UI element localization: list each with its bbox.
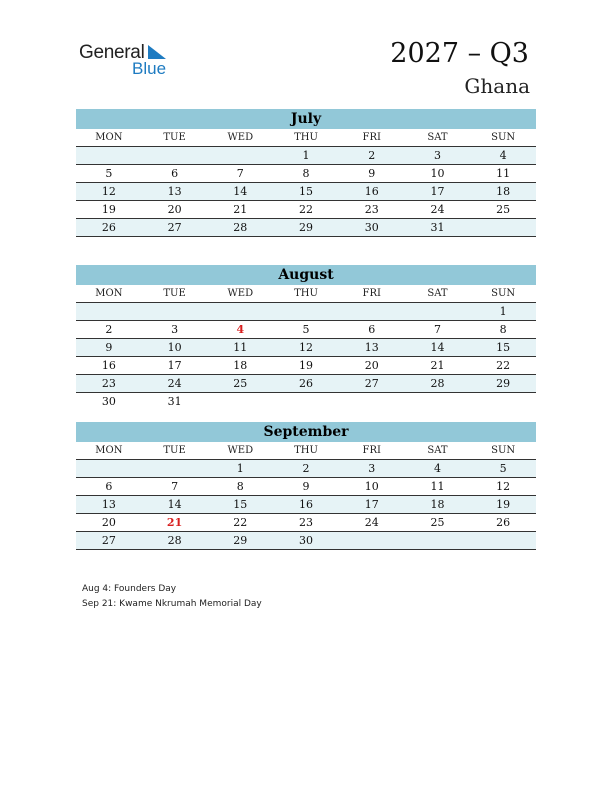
day-cell: 28 <box>233 221 248 234</box>
day-cell: 12 <box>101 185 116 198</box>
weekday-header-row <box>76 442 536 460</box>
day-cell: 2 <box>302 462 310 475</box>
day-cell: 22 <box>496 359 511 372</box>
day-cell: 8 <box>236 480 244 493</box>
day-cell: 13 <box>364 341 379 354</box>
day-cell: 1 <box>236 462 244 475</box>
day-cell: 20 <box>101 516 116 529</box>
day-cell <box>339 303 405 320</box>
day-cell <box>76 460 142 477</box>
weekday-label: TUE <box>163 288 186 299</box>
day-cell: 17 <box>167 359 182 372</box>
day-cell: 14 <box>233 185 248 198</box>
weekday-label: TUE <box>163 132 186 143</box>
day-cell: 13 <box>101 498 116 511</box>
day-cell: 24 <box>167 377 182 390</box>
day-cell: 10 <box>167 341 182 354</box>
day-cell: 26 <box>496 516 511 529</box>
day-cell <box>339 532 405 549</box>
day-cell: 8 <box>302 167 310 180</box>
weekday-label: WED <box>227 132 254 143</box>
weekday-label: FRI <box>362 288 381 299</box>
day-cell: 10 <box>364 480 379 493</box>
week-row <box>76 514 536 532</box>
day-cell: 26 <box>101 221 116 234</box>
weekday-label: MON <box>95 445 123 456</box>
weekday-header-row <box>76 285 536 303</box>
day-cell: 14 <box>430 341 445 354</box>
day-cell: 27 <box>364 377 379 390</box>
day-cell <box>273 393 339 410</box>
logo <box>79 42 179 82</box>
weekday-label: MON <box>95 132 123 143</box>
week-row <box>76 496 536 514</box>
day-cell: 17 <box>364 498 379 511</box>
week-row <box>76 375 536 393</box>
day-cell: 4 <box>499 149 507 162</box>
day-cell: 3 <box>433 149 441 162</box>
holiday-note: Sep 21: Kwame Nkrumah Memorial Day <box>82 599 262 609</box>
day-cell <box>405 303 471 320</box>
weekday-label: FRI <box>362 132 381 143</box>
week-row <box>76 303 536 321</box>
day-cell <box>207 147 273 164</box>
day-cell: 16 <box>364 185 379 198</box>
day-cell: 11 <box>430 480 445 493</box>
weekday-label: SAT <box>427 445 448 456</box>
holiday-day-cell: 21 <box>166 516 183 529</box>
weekday-label: WED <box>227 288 254 299</box>
day-cell <box>405 532 471 549</box>
day-cell: 19 <box>496 498 511 511</box>
day-cell <box>207 303 273 320</box>
day-cell: 20 <box>167 203 182 216</box>
week-row <box>76 339 536 357</box>
day-cell <box>405 393 471 410</box>
country-name: Ghana <box>464 74 530 98</box>
day-cell: 31 <box>167 395 182 408</box>
day-cell: 28 <box>167 534 182 547</box>
weekday-label: SUN <box>491 445 516 456</box>
month-header: August <box>76 265 536 285</box>
day-cell: 16 <box>299 498 314 511</box>
day-cell: 4 <box>433 462 441 475</box>
weekday-label: MON <box>95 288 123 299</box>
week-row <box>76 165 536 183</box>
day-cell: 31 <box>430 221 445 234</box>
day-cell: 7 <box>433 323 441 336</box>
day-cell: 27 <box>101 534 116 547</box>
day-cell: 8 <box>499 323 507 336</box>
week-row <box>76 201 536 219</box>
logo-blue-text: Blue <box>132 59 167 78</box>
day-cell: 2 <box>105 323 113 336</box>
logo-general-text: General <box>79 42 145 63</box>
day-cell: 21 <box>430 359 445 372</box>
month-september <box>76 422 536 550</box>
day-cell: 25 <box>430 516 445 529</box>
day-cell: 16 <box>101 359 116 372</box>
week-row <box>76 460 536 478</box>
day-cell: 14 <box>167 498 182 511</box>
page-title: 2027 – Q3 <box>390 38 529 69</box>
day-cell <box>142 147 208 164</box>
day-cell: 9 <box>368 167 376 180</box>
week-row <box>76 393 536 410</box>
day-cell: 1 <box>499 305 507 318</box>
day-cell: 18 <box>430 498 445 511</box>
holiday-notes <box>82 582 262 612</box>
day-cell: 30 <box>101 395 116 408</box>
day-cell: 29 <box>496 377 511 390</box>
day-cell: 23 <box>299 516 314 529</box>
weekday-label: SUN <box>491 132 516 143</box>
day-cell: 5 <box>105 167 113 180</box>
month-august <box>76 265 536 410</box>
holiday-day-cell: 4 <box>236 323 245 336</box>
logo-triangle-icon <box>148 45 168 61</box>
week-row <box>76 183 536 201</box>
day-cell: 11 <box>233 341 248 354</box>
day-cell: 6 <box>105 480 113 493</box>
day-cell: 27 <box>167 221 182 234</box>
day-cell: 15 <box>233 498 248 511</box>
day-cell <box>207 393 273 410</box>
day-cell <box>142 303 208 320</box>
weekday-label: SUN <box>491 288 516 299</box>
day-cell: 13 <box>167 185 182 198</box>
day-cell: 28 <box>430 377 445 390</box>
day-cell: 3 <box>368 462 376 475</box>
day-cell: 12 <box>299 341 314 354</box>
weekday-header-row <box>76 129 536 147</box>
day-cell: 22 <box>299 203 314 216</box>
day-cell: 5 <box>499 462 507 475</box>
day-cell: 11 <box>496 167 511 180</box>
day-cell: 18 <box>233 359 248 372</box>
month-header: September <box>76 422 536 442</box>
day-cell: 26 <box>299 377 314 390</box>
day-cell: 19 <box>299 359 314 372</box>
day-cell <box>76 147 142 164</box>
day-cell: 29 <box>299 221 314 234</box>
day-cell: 24 <box>364 516 379 529</box>
week-row <box>76 219 536 237</box>
week-row <box>76 321 536 339</box>
day-cell: 17 <box>430 185 445 198</box>
day-cell: 15 <box>496 341 511 354</box>
day-cell: 5 <box>302 323 310 336</box>
weekday-label: TUE <box>163 445 186 456</box>
day-cell: 19 <box>101 203 116 216</box>
day-cell: 9 <box>105 341 113 354</box>
day-cell <box>142 460 208 477</box>
day-cell: 3 <box>171 323 179 336</box>
day-cell: 10 <box>430 167 445 180</box>
day-cell <box>339 393 405 410</box>
day-cell: 12 <box>496 480 511 493</box>
day-cell: 30 <box>364 221 379 234</box>
weekday-label: THU <box>294 288 318 299</box>
day-cell: 25 <box>233 377 248 390</box>
weekday-label: SAT <box>427 288 448 299</box>
holiday-note: Aug 4: Founders Day <box>82 584 177 594</box>
week-row <box>76 147 536 165</box>
day-cell <box>470 393 536 410</box>
weekday-label: WED <box>227 445 254 456</box>
day-cell: 6 <box>171 167 179 180</box>
day-cell: 7 <box>236 167 244 180</box>
day-cell: 9 <box>302 480 310 493</box>
day-cell: 15 <box>299 185 314 198</box>
weekday-label: THU <box>294 445 318 456</box>
week-row <box>76 532 536 550</box>
day-cell: 24 <box>430 203 445 216</box>
day-cell: 25 <box>496 203 511 216</box>
weekday-label: FRI <box>362 445 381 456</box>
week-row <box>76 478 536 496</box>
month-header: July <box>76 109 536 129</box>
day-cell: 21 <box>233 203 248 216</box>
day-cell: 6 <box>368 323 376 336</box>
day-cell: 20 <box>364 359 379 372</box>
week-row <box>76 357 536 375</box>
day-cell: 1 <box>302 149 310 162</box>
day-cell: 30 <box>299 534 314 547</box>
day-cell: 18 <box>496 185 511 198</box>
weekday-label: SAT <box>427 132 448 143</box>
day-cell <box>470 532 536 549</box>
weekday-label: THU <box>294 132 318 143</box>
day-cell: 23 <box>364 203 379 216</box>
day-cell: 23 <box>101 377 116 390</box>
day-cell: 2 <box>368 149 376 162</box>
day-cell <box>76 303 142 320</box>
day-cell: 7 <box>171 480 179 493</box>
day-cell: 29 <box>233 534 248 547</box>
day-cell: 22 <box>233 516 248 529</box>
day-cell <box>470 219 536 236</box>
month-july <box>76 109 536 237</box>
day-cell <box>273 303 339 320</box>
